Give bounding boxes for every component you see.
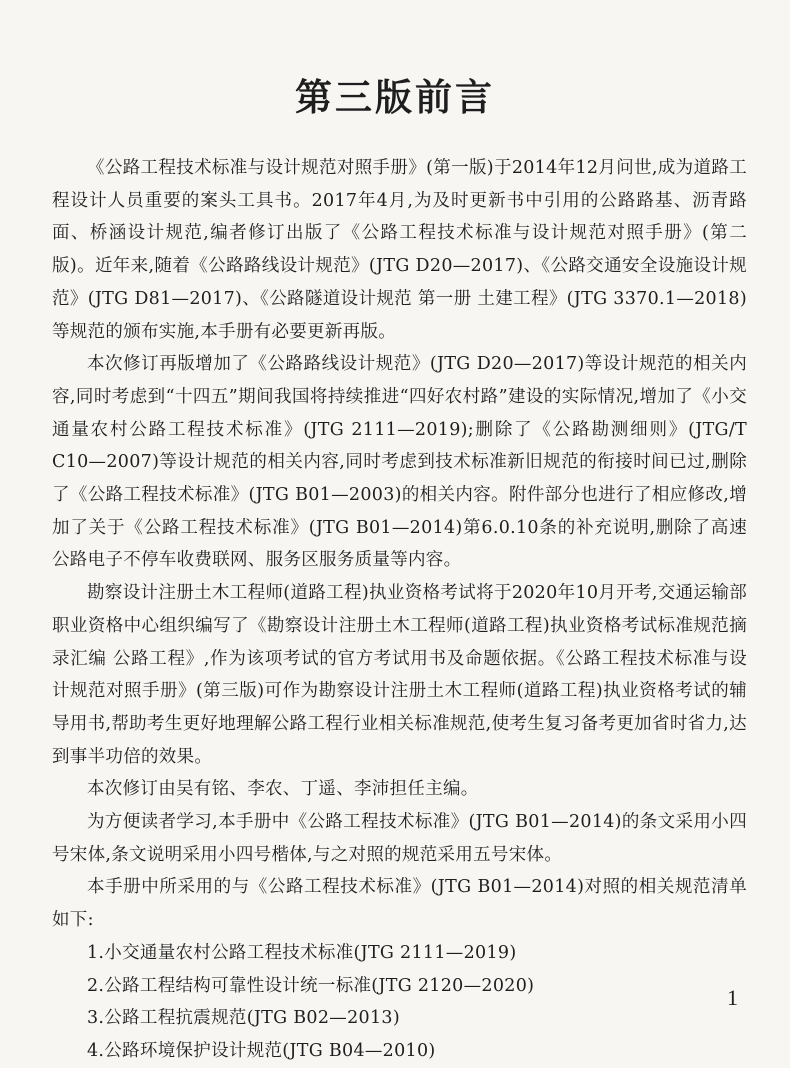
paragraph-1: 《公路工程技术标准与设计规范对照手册》(第一版)于2014年12月问世,成为道路工程设计人员重要的案头工具书。2017年4月,为及时更新书中引用的公路路基、沥青路面、桥涵设计规范,编者修订出版了《公路工程技术标准与设计规范对照手册》(第二版)。近年来,随着《公路路线设计规范》(JTG D20—2017)、《公路交通安全设施设计规范》(JTG D81—2017)、《公路隧道设计规范 第一册 土建工程》(JTG 3370.1—2018)等规范的颁布实施,本手册有必要更新再版。 [52,158,747,342]
paragraph-4: 本次修订由吴有铭、李农、丁遥、李沛担任主编。 [87,779,479,800]
page-title: 第三版前言 [295,76,495,119]
list-item: 2.公路工程结构可靠性设计统一标准(JTG 2120—2020) [87,975,535,996]
list-item: 1.小交通量农村公路工程技术标准(JTG 2111—2019) [87,942,517,963]
list-item: 3.公路工程抗震规范(JTG B02—2013) [87,1008,400,1029]
paragraph-2: 本次修订再版增加了《公路路线设计规范》(JTG D20—2017)等设计规范的相关内容,同时考虑到“十四五”期间我国将持续推进“四好农村路”建设的实际情况,增加了《小交通量农村公路工程技术标准》(JTG 2111—2019);删除了《公路勘测细则》(JTG/T C10—2007)等设计规范的相关内容,同时考虑到技术标准新旧规范的衔接时间已过,删除了《公路工程技术标准》(JTG B01—2003)的相关内容。附件部分也进行了相应修改,增加了关于《公路工程技术标准》(JTG B01—2014)第6.0.10条的补充说明,删除了高速公路电子不停车收费联网、服务区服务质量等内容。 [52,354,747,571]
preface-body [52,152,747,1068]
paragraph-6: 本手册中所采用的与《公路工程技术标准》(JTG B01—2014)对照的相关规范清单如下: [52,877,747,931]
standards-list [52,937,747,1068]
paragraph-5: 为方便读者学习,本手册中《公路工程技术标准》(JTG B01—2014)的条文采用小四号宋体,条文说明采用小四号楷体,与之对照的规范采用五号宋体。 [52,812,747,865]
paragraph-3: 勘察设计注册土木工程师(道路工程)执业资格考试将于2020年10月开考,交通运输部职业资格中心组织编写了《勘察设计注册土木工程师(道路工程)执业资格考试标准规范摘录汇编 公路工程》,作为该项考试的官方考试用书及命题依据。《公路工程技术标准与设计规范对照手册》(第三版)可作为勘察设计注册土木工程师(道路工程)执业资格考试的辅导用书,帮助考生更好地理解公路工程行业相关标准规范,使考生复习备考更加省时省力,达到事半功倍的效果。 [52,583,747,767]
page-number: 1 [727,985,738,1010]
list-item: 4.公路环境保护设计规范(JTG B04—2010) [87,1040,436,1061]
